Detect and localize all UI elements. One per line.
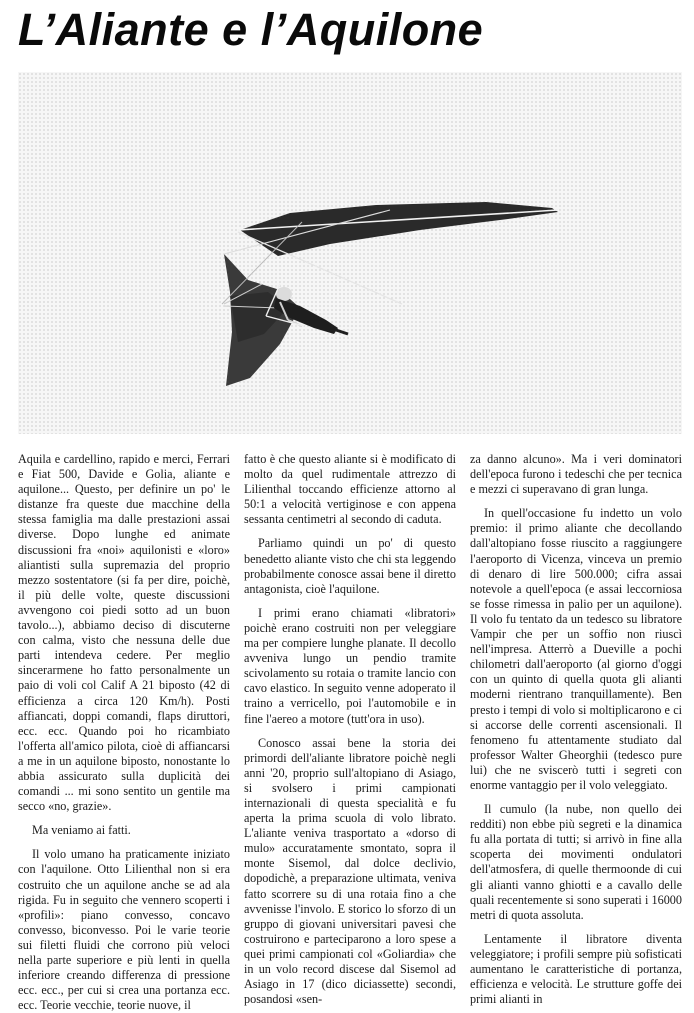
paragraph: In quell'occasione fu indetto un volo premio: il primo aliante che decollando dall'altopiano fosse riuscito a raggiungere l'aeroporto di Vicenza, vinceva un premio di denaro di lire 500.000; cifra assai notevole a quell'epoca (e assai leccorniosa se fosse rimessa in palio per un aquilone). Il volo fu tentato da un tedesco su libratore Vampir che per un soffio non riuscì nell'impresa. Atterrò a Dueville a pochi chilometri dall'aeroporto (al giorno d'oggi con un quinto di quella quota gli alianti moderni rientrano tranquillamente). Ben presto i tempi di volo si moltiplicarono e ci si accorse delle correnti ascensionali. Il fenomeno fu attentamente studiato dal professor Walter Gheorghii (tedesco pure lui) che ne sviscerò tutti i segreti con enorme vantaggio per il volo veleggiato. [470, 506, 682, 792]
article-body [18, 452, 682, 1013]
column-1 [18, 452, 230, 1013]
column-2 [244, 452, 456, 1007]
paragraph: fatto è che questo aliante si è modificato di molto da quel rudimentale attrezzo di Lilienthal toccando efficienze attorno al 50:1 a velocità vertiginose e con appena sessanta centimetri al secondo di caduta. [244, 452, 456, 527]
paragraph: Il cumulo (la nube, non quello dei redditi) non ebbe più segreti e la dinamica fu alla portata di tutti; si arrivò in fine alla scoperta dei movimenti ondulatori dell'atmosfera, di quelle thermoonde di cui gli alianti vanno ghiotti e a cavallo delle quali recentemente si sono superati i 16000 metri di quota assoluta. [470, 802, 682, 922]
hang-glider-illustration [18, 72, 682, 434]
paragraph: I primi erano chiamati «libratori» poichè erano costruiti non per veleggiare ma per compiere lunghe planate. Il decollo avveniva lungo un pendio tramite scivolamento su rotaia o tramite lancio con cavo elastico. In seguito venne adoperato il traino a verricello, poi l'automobile e in fine l'aereo a motore (tutt'ora in uso). [244, 605, 456, 726]
paragraph: Conosco assai bene la storia dei primordi dell'aliante libratore poichè negli anni '20, proprio sull'altopiano di Asiago, si svolsero i primi campionati internazionali di questa specialità e fu aperta la prima scuola di volo librato. L'aliante veniva trasportato a «dorso di mulo» accuratamente smontato, sopra il monte Sisemol, dal dolce declivio, dopodichè, a preparazione ultimata, veniva fatto scorrere su di una rotaia fino a che avvenisse l'involo. E storico lo sforzo di un gruppo di giovani universitari pavesi che costruirono e parteciparono a loro spese a quei primi campionati col «Goliardia» che in un volo record discese dal Sisemol ad Asiago in 17 (dico diciassette) secondi, posandosi «sen- [244, 735, 456, 1007]
paragraph: Ma veniamo ai fatti. [32, 823, 131, 838]
paragraph: za danno alcuno». Ma i veri dominatori dell'epoca furono i tedeschi che per tecnica e mezzi ci superavano di gran lunga. [470, 452, 682, 497]
hang-glider-photo [18, 72, 682, 434]
paragraph: Parliamo quindi un po' di questo benedetto aliante visto che chi sta leggendo probabilmente conosce assai bene il diretto antagonista, cioè l'aquilone. [244, 536, 456, 596]
column-3 [470, 452, 682, 1007]
paragraph: Il volo umano ha praticamente iniziato con l'aquilone. Otto Lilienthal non si era costruito che un aquilone anche se ad ala rigida. Fu in seguito che vennero scoperti i «profili»: piano convesso, concavo convesso, biconvesso. Poi le varie teorie sui filetti fluidi che corrono più veloci nella parte superiore e più lenti in quella inferiore creando differenza di pressione ecc. ecc., per cui si crea una portanza ecc. ecc. Teorie vecchie, teorie nuove, il [18, 847, 230, 1013]
article-title: L’Aliante e l’Aquilone [18, 4, 484, 55]
paragraph: Aquila e cardellino, rapido e merci, Ferrari e Fiat 500, Davide e Golia, aliante e aquilone... Questo, per definire un po' le distanze fra queste due macchine della stessa famiglia ma dalle prestazioni assai diverse. Dopo lunghe ed animate discussioni fra «noi» aquilonisti e «loro» aliantisti sulla supremazia del proprio mezzo sostentatore (si fa per dire, poichè, il più delle volte, queste discussioni avvengono coi piedi sotto ad un buon tavolo...), abbiamo deciso di discuterne con calma, visto che nessuna delle due parti intendeva cedere. Per meglio sincerarmene ho fatto personalmente un paio di voli col Calif A 21 biposto (42 di efficienza a circa 120 Km/h). Posti affiancati, doppi comandi, flaps diruttori, ecc. ecc. Quando poi ho ricambiato l'offerta all'amico pilota, cioè di affiancarsi a me in un aquilone biposto, nonostante lo abbia assicurato sulla duplicità dei comandi ... mi sono sentito un gentile ma secco «no, grazie». [18, 452, 230, 814]
paragraph: Lentamente il libratore diventa veleggiatore; i profili sempre più sofisticati aumentano le caratteristiche di portanza, efficienza e velocità. Le strutture goffe dei primi alianti in [470, 931, 682, 1007]
